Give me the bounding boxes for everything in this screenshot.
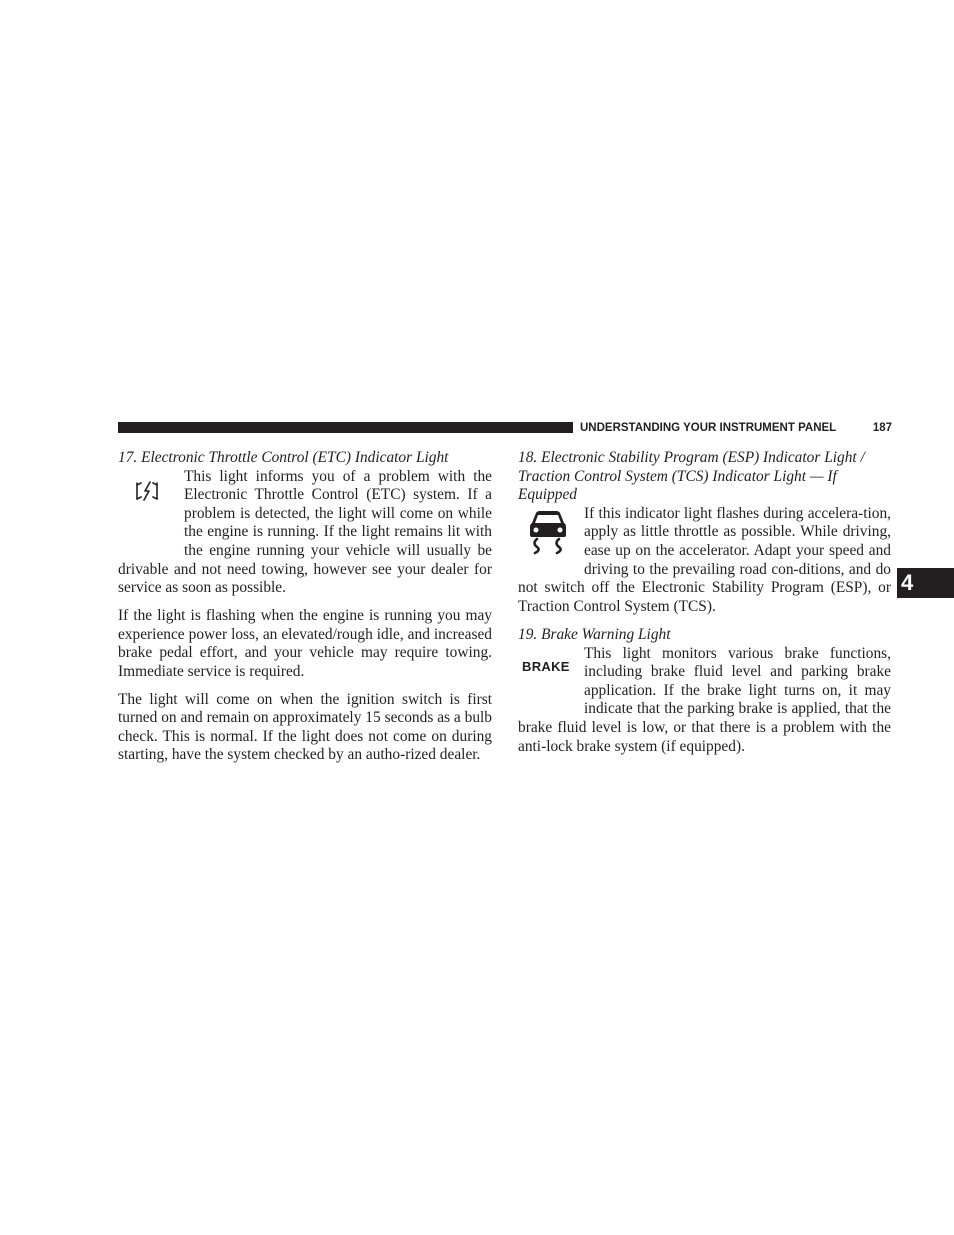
esp-icon-box [518, 505, 584, 563]
esp-paragraph-1: If this indicator light flashes during accelera-tion, apply as little throttle as possible. While driving, ease up on the accelerator. Adapt your speed and driving to the prevailing road con-ditions, and do not switch off the Electronic Stability Program (ESP), or Traction Control System (TCS). [518, 504, 891, 615]
etc-paragraph-3: The light will come on when the ignition switch is first turned on and remain on approximately 15 seconds as a bulb check. This is normal. If the light does not come on during starting, have the system checked by an autho-rized dealer. [118, 690, 492, 764]
left-column [118, 449, 492, 765]
etc-paragraph-1: This light informs you of a problem with the Electronic Throttle Control (ETC) system. If a problem is detected, the light will come on while the engine is running. If the light remains lit with the engine running your vehicle will usually be drivable and not need towing, however see your dealer for service as soon as possible. [118, 467, 492, 597]
running-header [580, 420, 892, 436]
brake-paragraph-1: This light monitors various brake functions, including brake fluid level and parking brake application. If the brake light turns on, it may indicate that the parking brake is applied, that the brake fluid level is low, or that there is a problem with the anti-lock brake system (if equipped). [518, 644, 891, 755]
electronic-throttle-control-icon [134, 480, 160, 502]
etc-heading: 17. Electronic Throttle Control (ETC) Indicator Light [118, 449, 449, 466]
skidding-car-icon [526, 509, 570, 555]
esp-heading: 18. Electronic Stability Program (ESP) Indicator Light / Traction Control System (TCS) Indicator Light — If Equipped [518, 449, 865, 504]
etc-icon-box [118, 468, 184, 544]
section-title: UNDERSTANDING YOUR INSTRUMENT PANEL [580, 422, 837, 434]
header-rule [118, 422, 573, 433]
brake-icon-box [518, 645, 584, 703]
brake-warning-icon: BRAKE [522, 658, 570, 674]
page-number: 187 [872, 422, 892, 434]
etc-paragraph-2: If the light is flashing when the engine is running you may experience power loss, an elevated/rough idle, and increased brake pedal effort, and your vehicle may require towing. Immediate service is required. [118, 606, 492, 680]
brake-heading: 19. Brake Warning Light [518, 625, 671, 643]
chapter-tab: 4 [897, 568, 954, 598]
right-column [518, 449, 891, 756]
